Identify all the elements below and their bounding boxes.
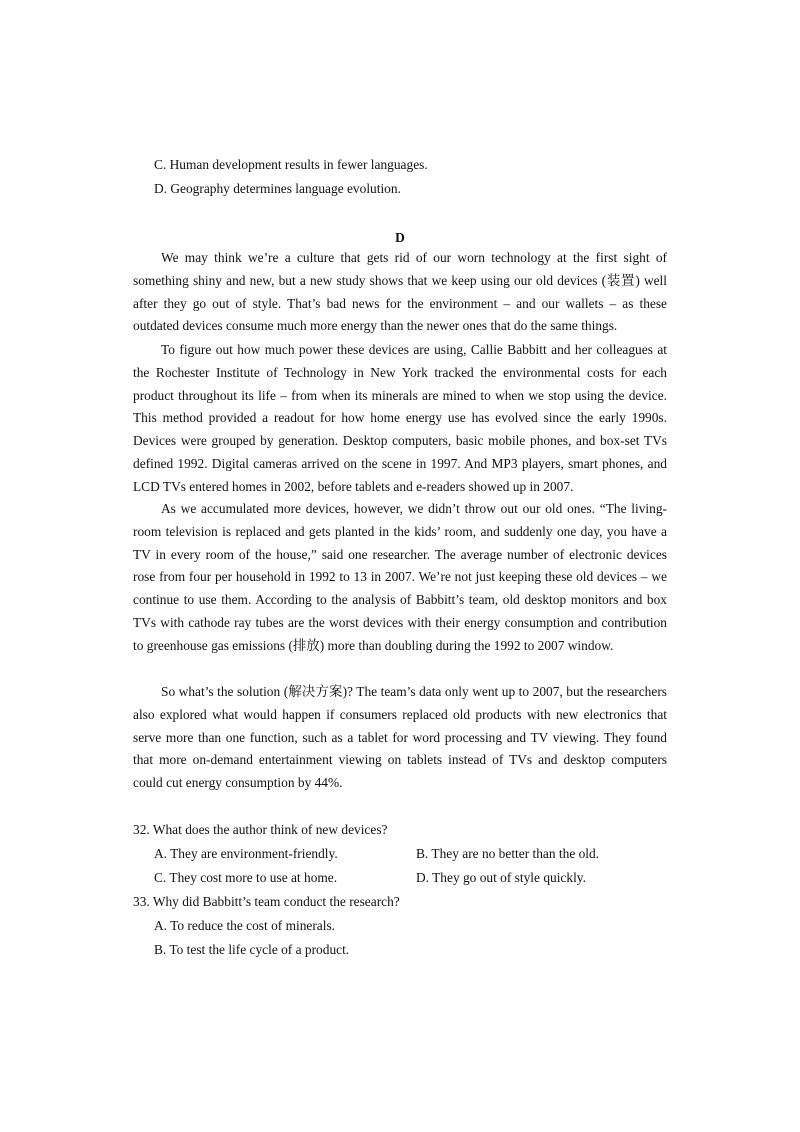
passage-paragraph-4: So what’s the solution (解决方案)? The team’s data only went up to 2007, but the researchers also explored what would happen if consumers replaced old products with new electronics that serve more than one function, such as a tablet for word processing and TV viewing. They found that more on-demand entertainment viewing on tablets instead of TVs and desktop computers could cut energy consumption by 44%.	[133, 684, 667, 791]
prev-question-option-c: C. Human development results in fewer languages.	[154, 157, 428, 172]
question-33-stem: 33. Why did Babbitt’s team conduct the research?	[133, 894, 400, 909]
question-33-option-b: B. To test the life cycle of a product.	[154, 942, 350, 957]
question-32-option-d: D. They go out of style quickly.	[416, 870, 586, 885]
passage-paragraph-1: We may think we’re a culture that gets rid of our worn technology at the first sight of something shiny and new, but a new study shows that we keep using our old devices (装置) well after they go out of style. That’s bad news for the environment – and our wallets – as these outdated devices consume much more energy than the newer ones that do the same things.	[133, 250, 667, 334]
prev-question-option-d: D. Geography determines language evolution.	[154, 181, 401, 196]
question-32-option-b: B. They are no better than the old.	[416, 846, 600, 861]
question-32-stem: 32. What does the author think of new devices?	[133, 822, 388, 837]
passage-label: D	[395, 230, 405, 245]
question-33-option-a: A. To reduce the cost of minerals.	[154, 918, 336, 933]
question-32-option-c: C. They cost more to use at home.	[154, 870, 338, 885]
question-32-option-a: A. They are environment-friendly.	[154, 846, 338, 861]
passage-paragraph-3: As we accumulated more devices, however, we didn’t throw out our old ones. “The living-room television is replaced and gets planted in the kids’ room, and suddenly one day, you have a TV in every room of the house,” said one researcher. The average number of electronic devices rose from four per household in 1992 to 13 in 2007. We’re not just keeping these old devices – we continue to use them. According to the analysis of Babbitt’s team, old desktop monitors and box TVs with cathode ray tubes are the worst devices with their energy consumption and contribution to greenhouse gas emissions (排放) more than doubling during the 1992 to 2007 window.	[133, 501, 667, 653]
passage-paragraph-2: To figure out how much power these devices are using, Callie Babbitt and her colleagues at the Rochester Institute of Technology in New York tracked the environmental costs for each product throughout its life – from when its minerals are mined to when we stop using the device. This method provided a readout for how home energy use has evolved since the early 1990s. Devices were grouped by generation. Desktop computers, basic mobile phones, and box-set TVs defined 1992. Digital cameras arrived on the scene in 1997. And MP3 players, smart phones, and LCD TVs entered homes in 2002, before tablets and e-readers showed up in 2007.	[133, 342, 667, 494]
